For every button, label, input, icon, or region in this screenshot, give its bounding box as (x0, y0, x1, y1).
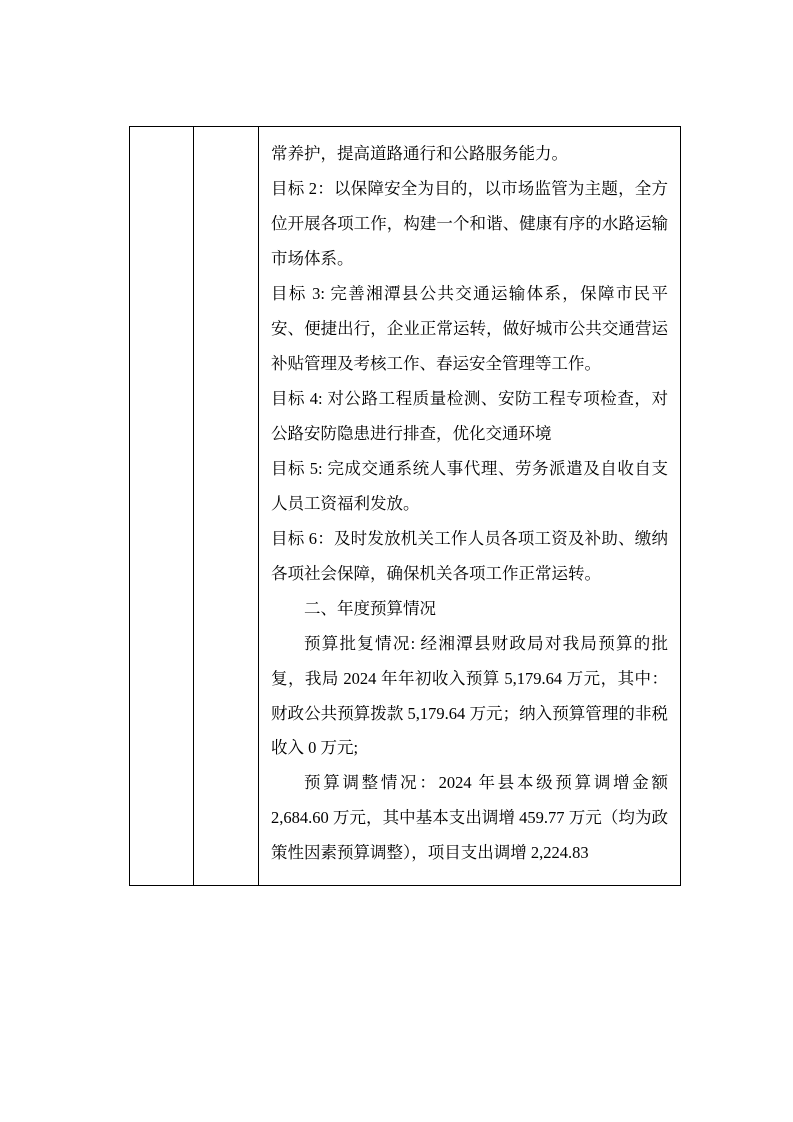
section-heading-annual-budget: 二、年度预算情况 (304, 598, 436, 618)
table-row (130, 127, 681, 886)
paragraph-goal-2: 目标 2：以保障安全为目的，以市场监管为主题，全方位开展各项工作，构建一个和谐、健康有序的水路运输市场体系。 (271, 178, 668, 268)
paragraph-continuation: 常养护，提高道路通行和公路服务能力。 (271, 144, 568, 163)
paragraph-goal-6: 目标 6：及时发放机关工作人员各项工资及补助、缴纳各项社会保障，确保机关各项工作正常运转。 (271, 528, 668, 583)
paragraph-budget-adjustment: 预算调整情况：2024 年县本级预算调增金额 2,684.60 万元，其中基本支出调增 459.77 万元（均为政策性因素预算调整），项目支出调增 2,224.83 (271, 773, 668, 863)
paragraph-goal-5: 目标 5: 完成交通系统人事代理、劳务派遣及自收自支人员工资福利发放。 (271, 458, 668, 513)
paragraph-goal-4: 目标 4: 对公路工程质量检测、安防工程专项检查，对公路安防隐患进行排查，优化交通环境 (271, 388, 668, 443)
paragraph-budget-approval: 预算批复情况: 经湘潭县财政局对我局预算的批复，我局 2024 年年初收入预算 5,179.64 万元，其中：财政公共预算拨款 5,179.64 万元；纳入预算管理的非税收入 0 万元; (271, 633, 668, 758)
table-cell-middle (194, 127, 259, 886)
table-cell-middle-text (194, 127, 258, 151)
cell-paragraph-group (259, 127, 680, 885)
content-table (129, 126, 681, 886)
table-cell-left-text (130, 127, 193, 151)
table-cell-left (130, 127, 194, 886)
paragraph-goal-3: 目标 3: 完善湘潭县公共交通运输体系，保障市民平安、便捷出行，企业正常运转，做好城市公共交通营运补贴管理及考核工作、春运安全管理等工作。 (271, 283, 668, 373)
table-cell-content (259, 127, 681, 886)
